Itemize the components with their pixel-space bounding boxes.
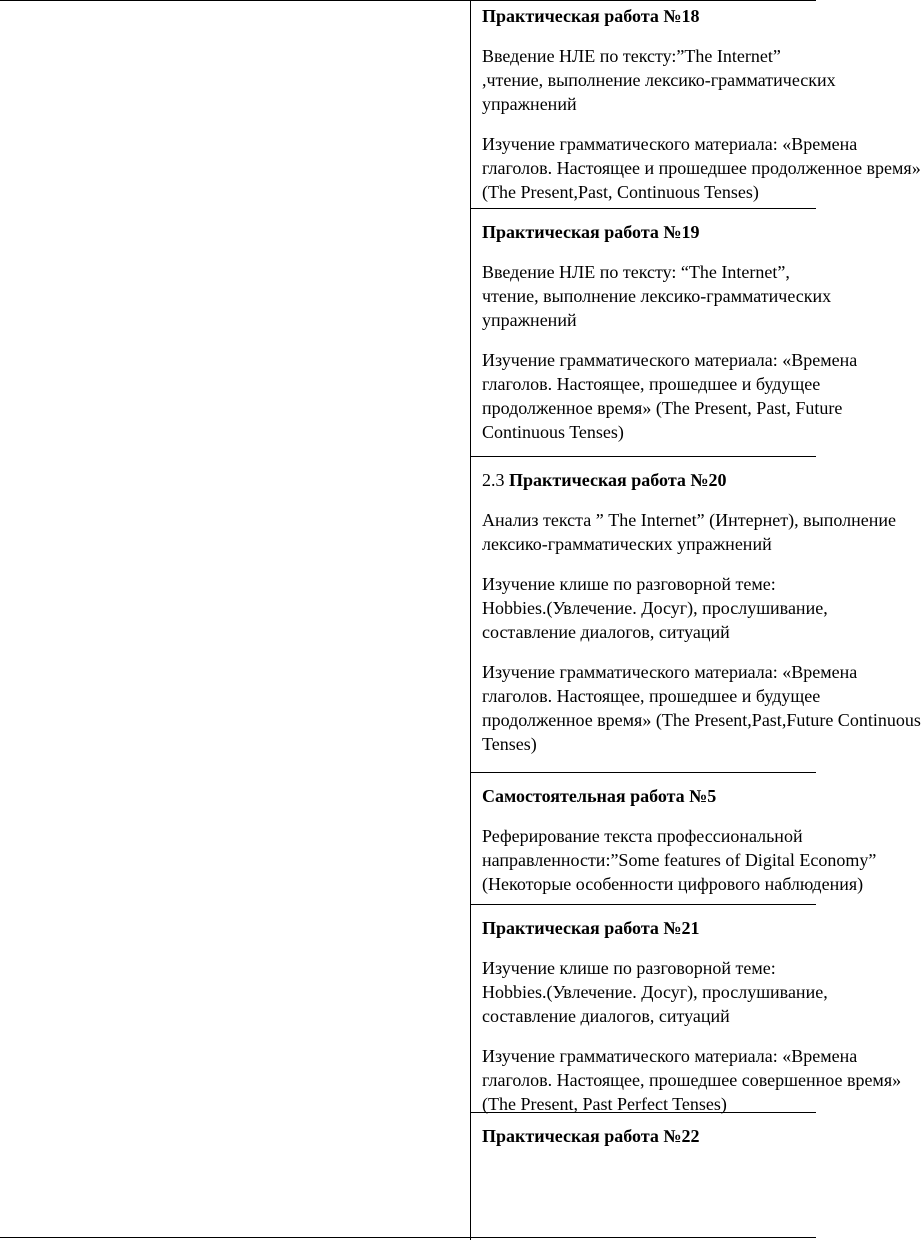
section-paragraph: Изучение клише по разговорной теме: Hobbies.(Увлечение. Досуг), прослушивание, составление диалогов, ситуаций bbox=[482, 958, 828, 1026]
section-title: Самостоятельная работа №5 bbox=[482, 786, 717, 806]
section-title: 2.3 Практическая работа №20 bbox=[482, 470, 727, 490]
section-paragraph: Изучение грамматического материала: «Времена глаголов. Настоящее, прошедшее и будущее продолженное время» (The Present, Past, Future Continuous Tenses) bbox=[482, 350, 858, 442]
section-practical-21 bbox=[482, 916, 902, 1116]
section-practical-20 bbox=[482, 468, 921, 756]
section-title: Практическая работа №19 bbox=[482, 222, 700, 242]
section-paragraph: Введение НЛЕ по тексту: “The Internet”, чтение, выполнение лексико-грамматических упражнений bbox=[482, 262, 832, 330]
section-paragraph: Изучение грамматического материала: «Времена глаголов. Настоящее, прошедшее и будущее продолженное время» (The Present,Past,Future Continuous Tenses) bbox=[482, 662, 921, 754]
section-paragraph: Реферирование текста профессиональной направленности:”Some features of Digital Economy” (Некоторые особенности цифрового наблюдения) bbox=[482, 826, 877, 894]
right-column bbox=[471, 0, 921, 1240]
section-paragraph: Анализ текста ” The Internet” (Интернет), выполнение лексико-грамматических упражнений bbox=[482, 510, 896, 554]
section-practical-22 bbox=[482, 1124, 882, 1148]
section-paragraph: Введение НЛЕ по тексту:”The Internet” ,чтение, выполнение лексико-грамматических упражнений bbox=[482, 46, 836, 114]
section-title: Практическая работа №21 bbox=[482, 918, 700, 938]
section-paragraph: Изучение грамматического материала: «Времена глаголов. Настоящее и прошедшее продолженное время» (The Present,Past, Continuous Tenses) bbox=[482, 134, 921, 202]
section-title: Практическая работа №22 bbox=[482, 1126, 700, 1146]
section-practical-19 bbox=[482, 220, 882, 444]
section-title: Практическая работа №18 bbox=[482, 6, 700, 26]
section-practical-18 bbox=[482, 4, 921, 204]
section-paragraph: Изучение клише по разговорной теме: Hobbies.(Увлечение. Досуг), прослушивание, составление диалогов, ситуаций bbox=[482, 574, 828, 642]
section-number: 2.3 bbox=[482, 470, 505, 490]
section-paragraph: Изучение грамматического материала: «Времена глаголов. Настоящее, прошедшее совершенное время» (The Present, Past Perfect Tenses) bbox=[482, 1046, 902, 1114]
section-independent-5 bbox=[482, 784, 882, 896]
